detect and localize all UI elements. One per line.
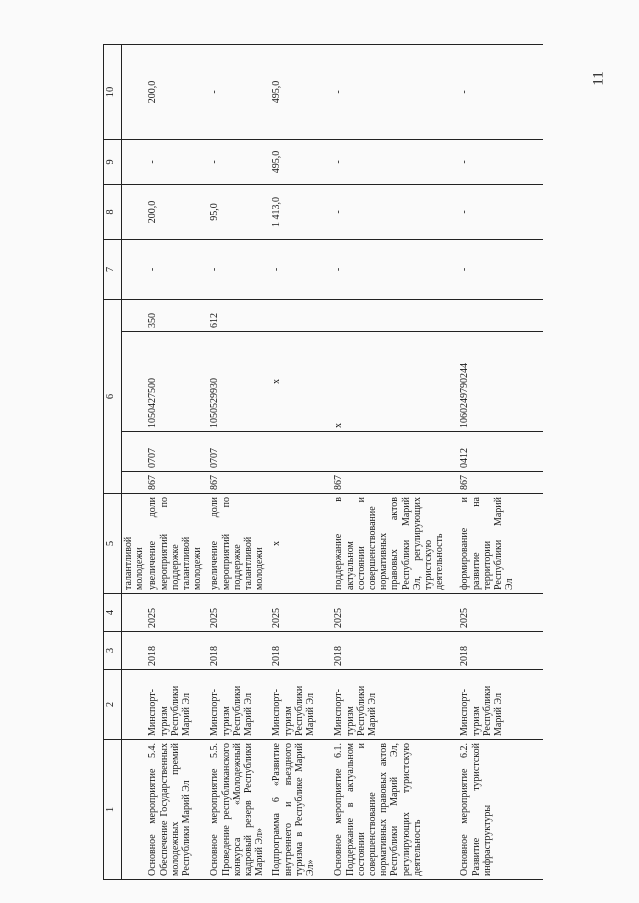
table-row bbox=[270, 45, 332, 880]
cell-rzpr: 0707 bbox=[146, 432, 208, 472]
cell-grbs bbox=[270, 472, 332, 494]
cell-result: талантливой молодежи bbox=[122, 494, 147, 594]
cell-grbs: 867 bbox=[208, 472, 270, 494]
col-number: 10 bbox=[104, 45, 122, 140]
cell-executor: Минспорт-туризм Республики Марий Эл bbox=[332, 670, 458, 740]
cell-end: 2025 bbox=[270, 594, 332, 632]
cell-col10: - bbox=[458, 45, 543, 140]
cell-vr: 612 bbox=[208, 300, 270, 332]
cell-csr: 1060249790244 bbox=[458, 332, 543, 432]
col-number: 2 bbox=[104, 670, 122, 740]
cell-col9 bbox=[122, 140, 147, 185]
cell-start: 2018 bbox=[332, 632, 458, 670]
col-number: 3 bbox=[104, 632, 122, 670]
cell-col9: 495,0 bbox=[270, 140, 332, 185]
page-number: 11 bbox=[590, 71, 607, 86]
col-number: 5 bbox=[104, 494, 122, 594]
cell-executor: Минспорт-туризм Республики Марий Эл bbox=[146, 670, 208, 740]
cell-rzpr bbox=[332, 432, 458, 472]
cell-result: увеличение доли мероприятий по поддержке талантливой молодежи bbox=[146, 494, 208, 594]
cell-col10: 495,0 bbox=[270, 45, 332, 140]
cell-col8: 200,0 bbox=[146, 185, 208, 240]
cell-start: 2018 bbox=[146, 632, 208, 670]
table-container bbox=[103, 45, 535, 880]
program-table bbox=[103, 44, 543, 880]
cell-col7 bbox=[122, 240, 147, 300]
cell-col9: - bbox=[332, 140, 458, 185]
cell-vr bbox=[458, 300, 543, 332]
cell-rzpr: 0707 bbox=[208, 432, 270, 472]
cell-vr bbox=[270, 300, 332, 332]
cell-result: формирование и развитие на территории Республики Марий Эл bbox=[458, 494, 543, 594]
cell-start: 2018 bbox=[270, 632, 332, 670]
cell-grbs: 867 bbox=[458, 472, 543, 494]
cell-end: 2025 bbox=[458, 594, 543, 632]
cell-name: Подпрограмма 6 «Развитие внутреннего и въездного туризма в Республике Марий Эл» bbox=[270, 740, 332, 880]
col-number: 7 bbox=[104, 240, 122, 300]
cell-col8 bbox=[122, 185, 147, 240]
cell-col8: 95,0 bbox=[208, 185, 270, 240]
cell-grbs: 867 bbox=[146, 472, 208, 494]
cell-end: 2025 bbox=[208, 594, 270, 632]
col-number: 4 bbox=[104, 594, 122, 632]
col-number: 1 bbox=[104, 740, 122, 880]
cell-col7: - bbox=[146, 240, 208, 300]
cell-name: Основное мероприятие 5.4. Обеспечение Государственных молодежных премий Республики Марий Эл bbox=[146, 740, 208, 880]
cell-col7: - bbox=[458, 240, 543, 300]
cell-col8: - bbox=[332, 185, 458, 240]
rotated-page bbox=[103, 45, 535, 880]
cell-result: поддержание в актуальном состоянии и совершенствование нормативных правовых актов Республики Марий Эл, регулирующих туристскую деятельность bbox=[332, 494, 458, 594]
cell-col10: - bbox=[208, 45, 270, 140]
cell-name: Основное мероприятие 6.2. Развитие туристской инфраструктуры bbox=[458, 740, 543, 880]
cell-executor: Минспорт-туризм Республики Марий Эл bbox=[458, 670, 543, 740]
column-number-row bbox=[104, 45, 122, 880]
cell-col8: - bbox=[458, 185, 543, 240]
cell-start: 2018 bbox=[458, 632, 543, 670]
cell-name bbox=[122, 740, 147, 880]
cell-grbs: 867 bbox=[332, 472, 458, 494]
col-number: 9 bbox=[104, 140, 122, 185]
table-row bbox=[332, 45, 458, 880]
cell-col8: 1 413,0 bbox=[270, 185, 332, 240]
table-row bbox=[122, 45, 147, 880]
table-row bbox=[208, 45, 270, 880]
cell-vr bbox=[332, 300, 458, 332]
col-number: 8 bbox=[104, 185, 122, 240]
col-number: 6 bbox=[104, 300, 122, 494]
cell-name: Основное мероприятие 5.5. Проведение республиканского конкурса «Молодежный кадровый резерв Республики Марий Эл» bbox=[208, 740, 270, 880]
cell-end bbox=[122, 594, 147, 632]
cell-vr bbox=[122, 300, 147, 332]
cell-vr: 350 bbox=[146, 300, 208, 332]
cell-executor: Минспорт-туризм Республики Марий Эл bbox=[270, 670, 332, 740]
cell-csr: х bbox=[270, 332, 332, 432]
cell-col7: - bbox=[208, 240, 270, 300]
cell-csr: 1050529930 bbox=[208, 332, 270, 432]
cell-executor bbox=[122, 670, 147, 740]
cell-rzpr: 0412 bbox=[458, 432, 543, 472]
cell-end: 2025 bbox=[146, 594, 208, 632]
cell-col10 bbox=[122, 45, 147, 140]
cell-col7: - bbox=[332, 240, 458, 300]
cell-executor: Минспорт-туризм Республики Марий Эл bbox=[208, 670, 270, 740]
cell-col10: - bbox=[332, 45, 458, 140]
table-row bbox=[458, 45, 543, 880]
cell-start: 2018 bbox=[208, 632, 270, 670]
cell-rzpr bbox=[122, 432, 147, 472]
cell-grbs bbox=[122, 472, 147, 494]
cell-col7: - bbox=[270, 240, 332, 300]
cell-result: х bbox=[270, 494, 332, 594]
cell-col9: - bbox=[208, 140, 270, 185]
cell-csr: 1050427500 bbox=[146, 332, 208, 432]
cell-csr: х bbox=[332, 332, 458, 432]
cell-csr bbox=[122, 332, 147, 432]
cell-end: 2025 bbox=[332, 594, 458, 632]
cell-rzpr bbox=[270, 432, 332, 472]
cell-col9: - bbox=[146, 140, 208, 185]
cell-result: увеличение доли мероприятий по поддержке талантливой молодежи bbox=[208, 494, 270, 594]
cell-col9: - bbox=[458, 140, 543, 185]
cell-col10: 200,0 bbox=[146, 45, 208, 140]
cell-name: Основное мероприятие 6.1. Поддержание в актуальном состоянии и совершенствование нормативных правовых актов Республики Марий Эл, регулирующих туристскую деятельность bbox=[332, 740, 458, 880]
table-row bbox=[146, 45, 208, 880]
cell-start bbox=[122, 632, 147, 670]
